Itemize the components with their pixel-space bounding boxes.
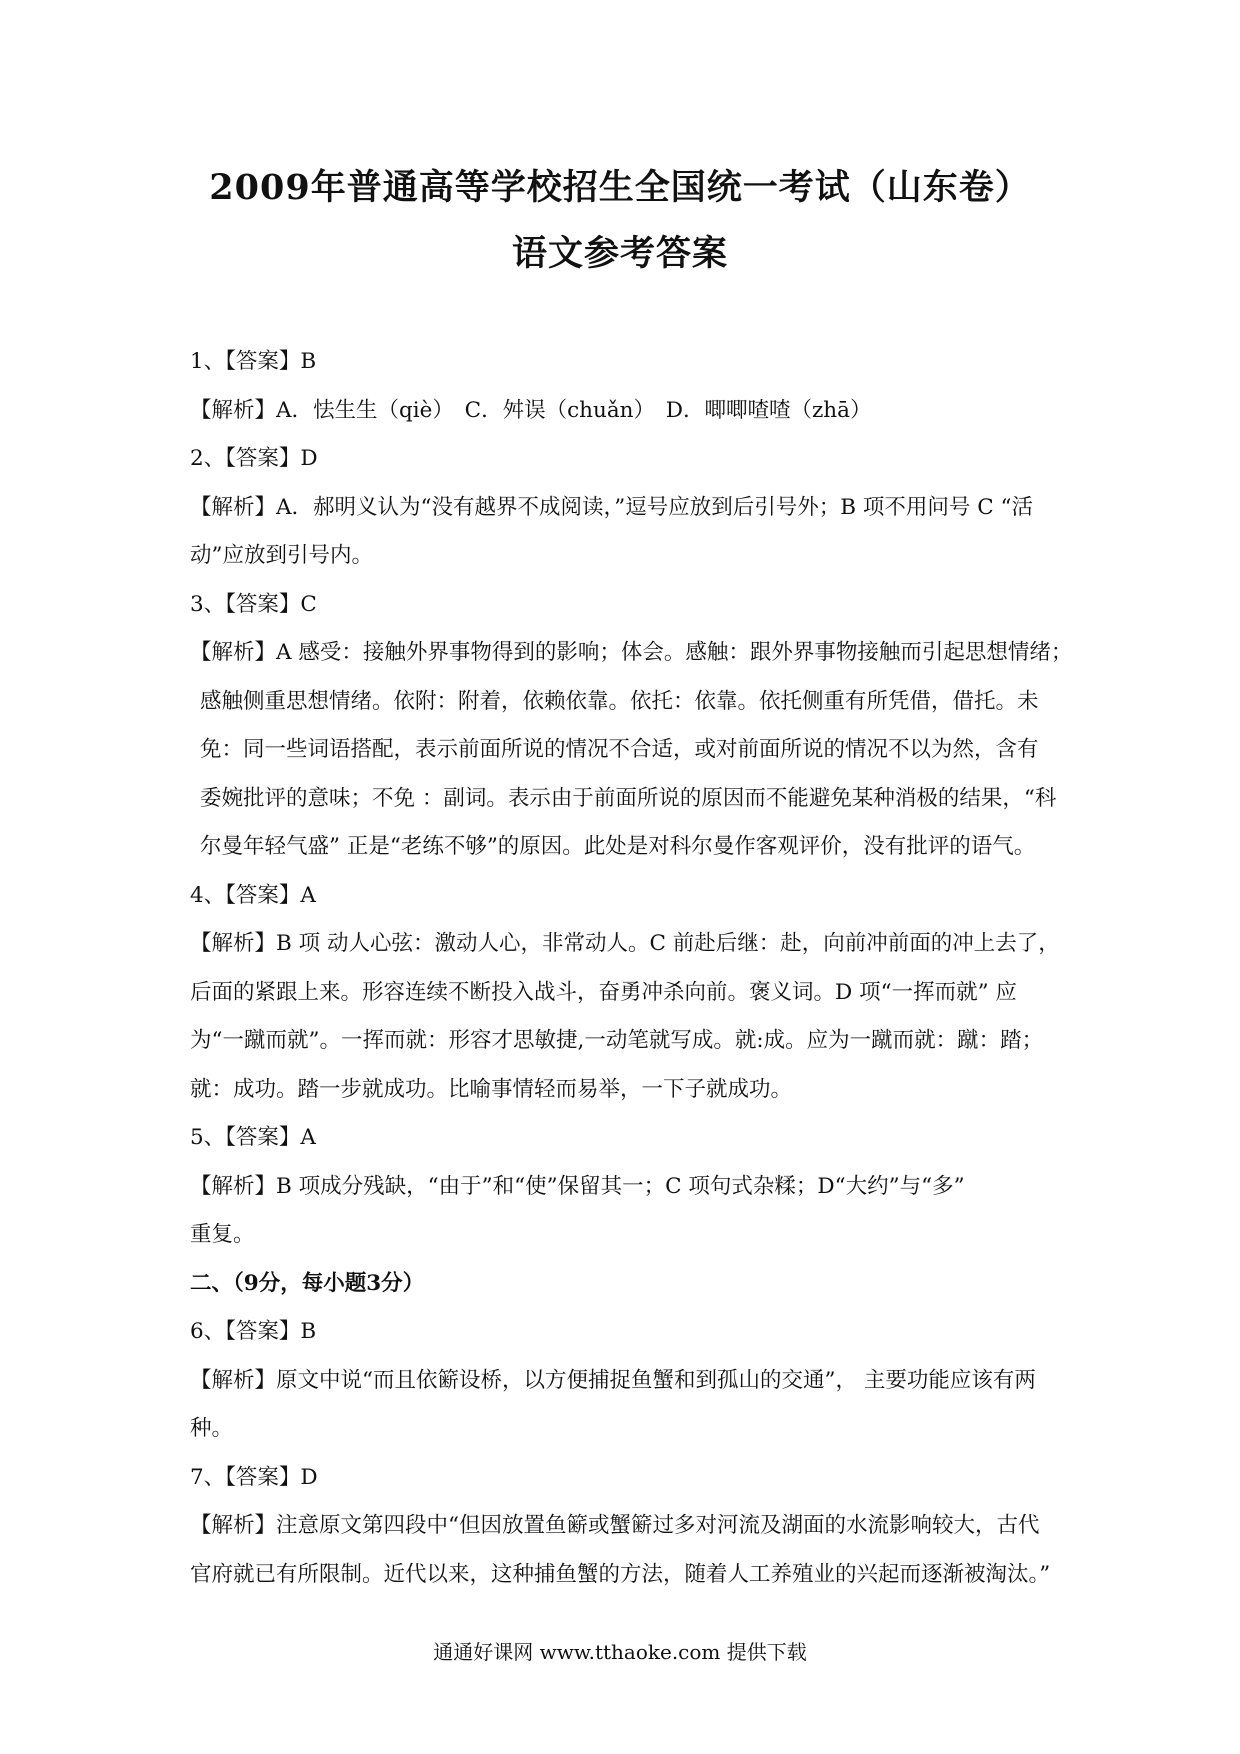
analysis-line: 就：成功。踏一步就成功。比喻事情轻而易举，一下子就成功。 [190, 1076, 793, 1102]
analysis-line: 【解析】B 项成分残缺，“由于”和“使”保留其一；C 项句式杂糅；D“大约”与“多” [190, 1173, 965, 1199]
page-footer: 通通好课网 www.tthaoke.com 提供下载 [433, 1640, 807, 1664]
analysis-line: 种。 [190, 1416, 234, 1441]
analysis-line: 【解析】B 项 动人心弦：激动人心，非常动人。C 前赴后继：赴，向前冲前面的冲上去了， [190, 931, 1060, 956]
answer-content [190, 338, 1073, 1599]
analysis-line: 动”应放到引号内。 [190, 543, 373, 568]
analysis-line: 委婉批评的意味；不免 ：副词。表示由于前面所说的原因而不能避免某种消极的结果，“科 [200, 785, 1057, 811]
document-subtitle: 语文参考答案 [511, 233, 728, 274]
answer-heading-7: 7、【答案】D [190, 1464, 318, 1490]
answer-heading-4: 4、【答案】A [190, 882, 316, 908]
analysis-line: 【解析】注意原文第四段中“但因放置鱼簖或蟹簖过多对河流及湖面的水流影响较大，古代 [190, 1513, 1040, 1538]
analysis-line: 免：同一些词语搭配，表示前面所说的情况不合适，或对前面所说的情况不以为然，含有 [200, 737, 1039, 762]
analysis-line: 尔曼年轻气盛” 正是“老练不够”的原因。此处是对科尔曼作客观评价，没有批评的语气。 [200, 834, 1036, 859]
analysis-line: 官府就已有所限制。近代以来，这种捕鱼蟹的方法，随着人工养殖业的兴起而逐渐被淘汰。” [190, 1561, 1051, 1587]
analysis-line: 【解析】A 感受：接触外界事物得到的影响；体会。感触：跟外界事物接触而引起思想情绪； [190, 640, 1073, 665]
analysis-line: 【解析】原文中说“而且依簖设桥，以方便捕捉鱼蟹和到孤山的交通”， 主要功能应该有两 [190, 1367, 1036, 1393]
answer-heading-6: 6、【答案】B [190, 1319, 317, 1344]
answer-heading-5: 5、【答案】A [190, 1125, 316, 1150]
analysis-line: 感触侧重思想情绪。依附：附着，依赖依靠。依托：依靠。依托侧重有所凭借，借托。未 [200, 688, 1039, 714]
section-heading: 二、（9分，每小题3分） [190, 1270, 425, 1296]
answer-heading-3: 3、【答案】C [190, 591, 317, 617]
document-title: 2009年普通高等学校招生全国统一考试（山东卷） [209, 167, 1031, 208]
answer-heading-2: 2、【答案】D [190, 446, 318, 471]
analysis-line: 【解析】A．怯生生（qiè） C．舛误（chuǎn） D．唧唧喳喳（zhā） [190, 397, 872, 423]
analysis-line: 重复。 [190, 1222, 255, 1247]
analysis-line: 后面的紧跟上来。形容连续不断投入战斗，奋勇冲杀向前。褒义词。D 项“一挥而就” 应 [190, 979, 1017, 1005]
answer-heading-1: 1、【答案】B [190, 349, 317, 374]
analysis-line: 【解析】A．郝明义认为“没有越界不成阅读，”逗号应放到后引号外；B 项不用问号 C “活 [190, 494, 1034, 520]
analysis-line: 为“一蹴而就”。一挥而就：形容才思敏捷,一动笔就写成。就:成。应为一蹴而就：蹴：踏； [190, 1028, 1044, 1053]
